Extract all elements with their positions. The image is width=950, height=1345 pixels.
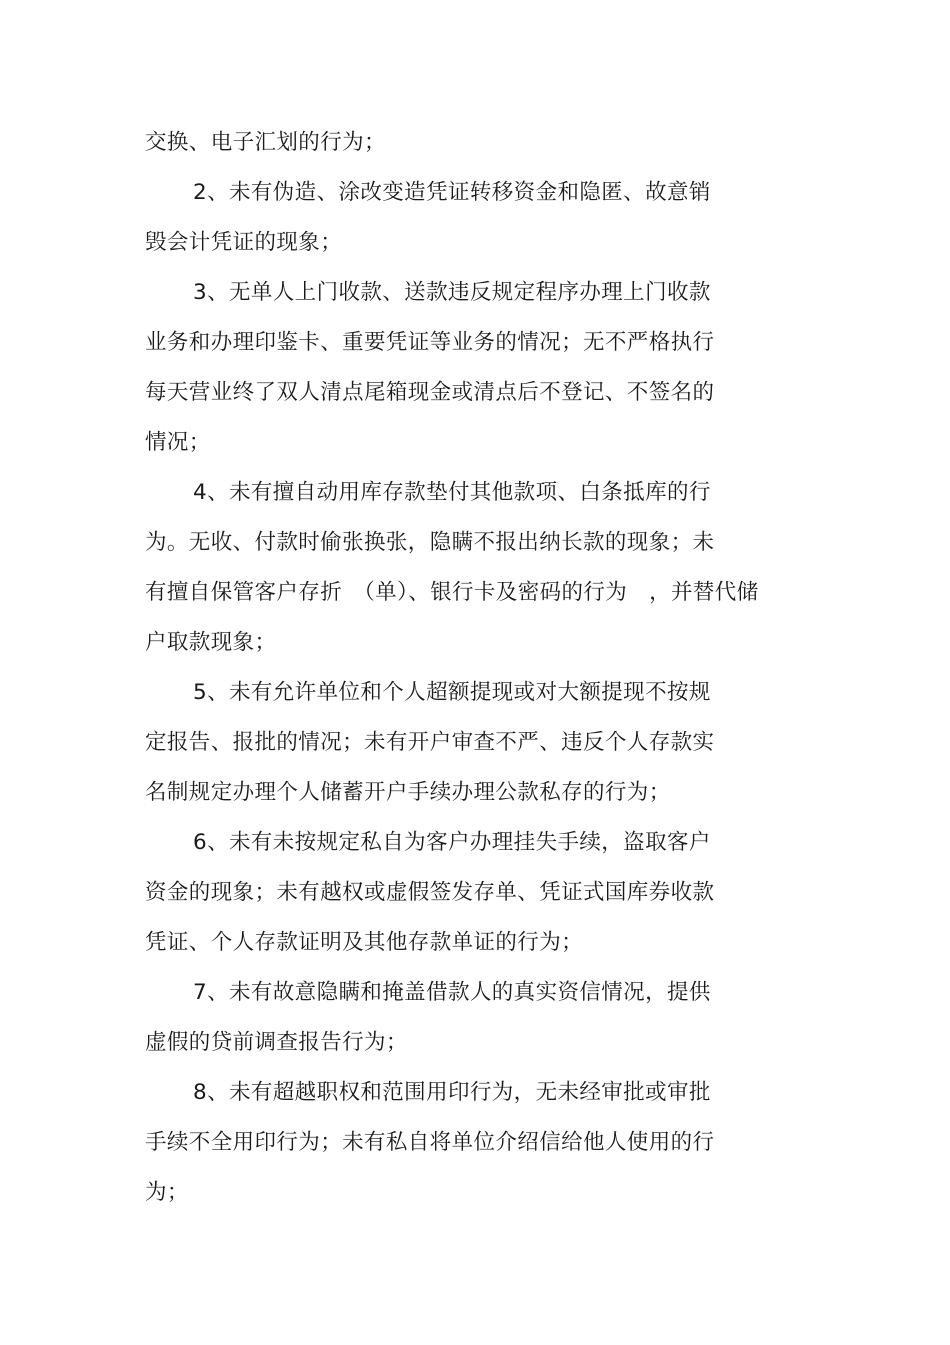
text-line-2: 2、未有伪造、涂改变造凭证转移资金和隐匿、故意销 [193, 180, 711, 205]
text-line-11: 户取款现象； [145, 630, 277, 655]
text-line-4: 3、无单人上门收款、送款违反规定程序办理上门收款 [193, 280, 711, 305]
text-line-7: 情况； [145, 430, 211, 455]
text-line-8: 4、未有擅自动用库存款垫付其他款项、白条抵库的行 [193, 480, 711, 505]
text-line-20: 8、未有超越职权和范围用印行为，无未经审批或审批 [193, 1080, 711, 1105]
text-line-5: 业务和办理印鉴卡、重要凭证等业务的情况；无不严格执行 [145, 330, 715, 355]
text-line-15: 6、未有未按规定私自为客户办理挂失手续，盗取客户 [193, 830, 711, 855]
text-line-10: 有擅自保管客户存折 （单）、银行卡及密码的行为 ，并替代储 [145, 580, 759, 605]
text-line-18: 7、未有故意隐瞒和掩盖借款人的真实资信情况，提供 [193, 980, 711, 1005]
text-line-3: 毁会计凭证的现象； [145, 230, 343, 255]
text-line-13: 定报告、报批的情况；未有开户审查不严、违反个人存款实 [145, 730, 715, 755]
text-line-21: 手续不全用印行为；未有私自将单位介绍信给他人使用的行 [145, 1130, 715, 1155]
text-line-6: 每天营业终了双人清点尾箱现金或清点后不登记、不签名的 [145, 380, 715, 405]
text-line-19: 虚假的贷前调查报告行为； [145, 1030, 408, 1055]
text-line-14: 名制规定办理个人储蓄开户手续办理公款私存的行为； [145, 780, 671, 805]
text-line-17: 凭证、个人存款证明及其他存款单证的行为； [145, 930, 584, 955]
text-line-12: 5、未有允许单位和个人超额提现或对大额提现不按规 [193, 680, 711, 705]
text-line-22: 为； [145, 1180, 189, 1205]
text-line-16: 资金的现象；未有越权或虚假签发存单、凭证式国库券收款 [145, 880, 715, 905]
text-line-1: 交换、电子汇划的行为； [145, 130, 386, 155]
text-line-9: 为。无收、付款时偷张换张，隐瞒不报出纳长款的现象；未 [145, 530, 715, 555]
